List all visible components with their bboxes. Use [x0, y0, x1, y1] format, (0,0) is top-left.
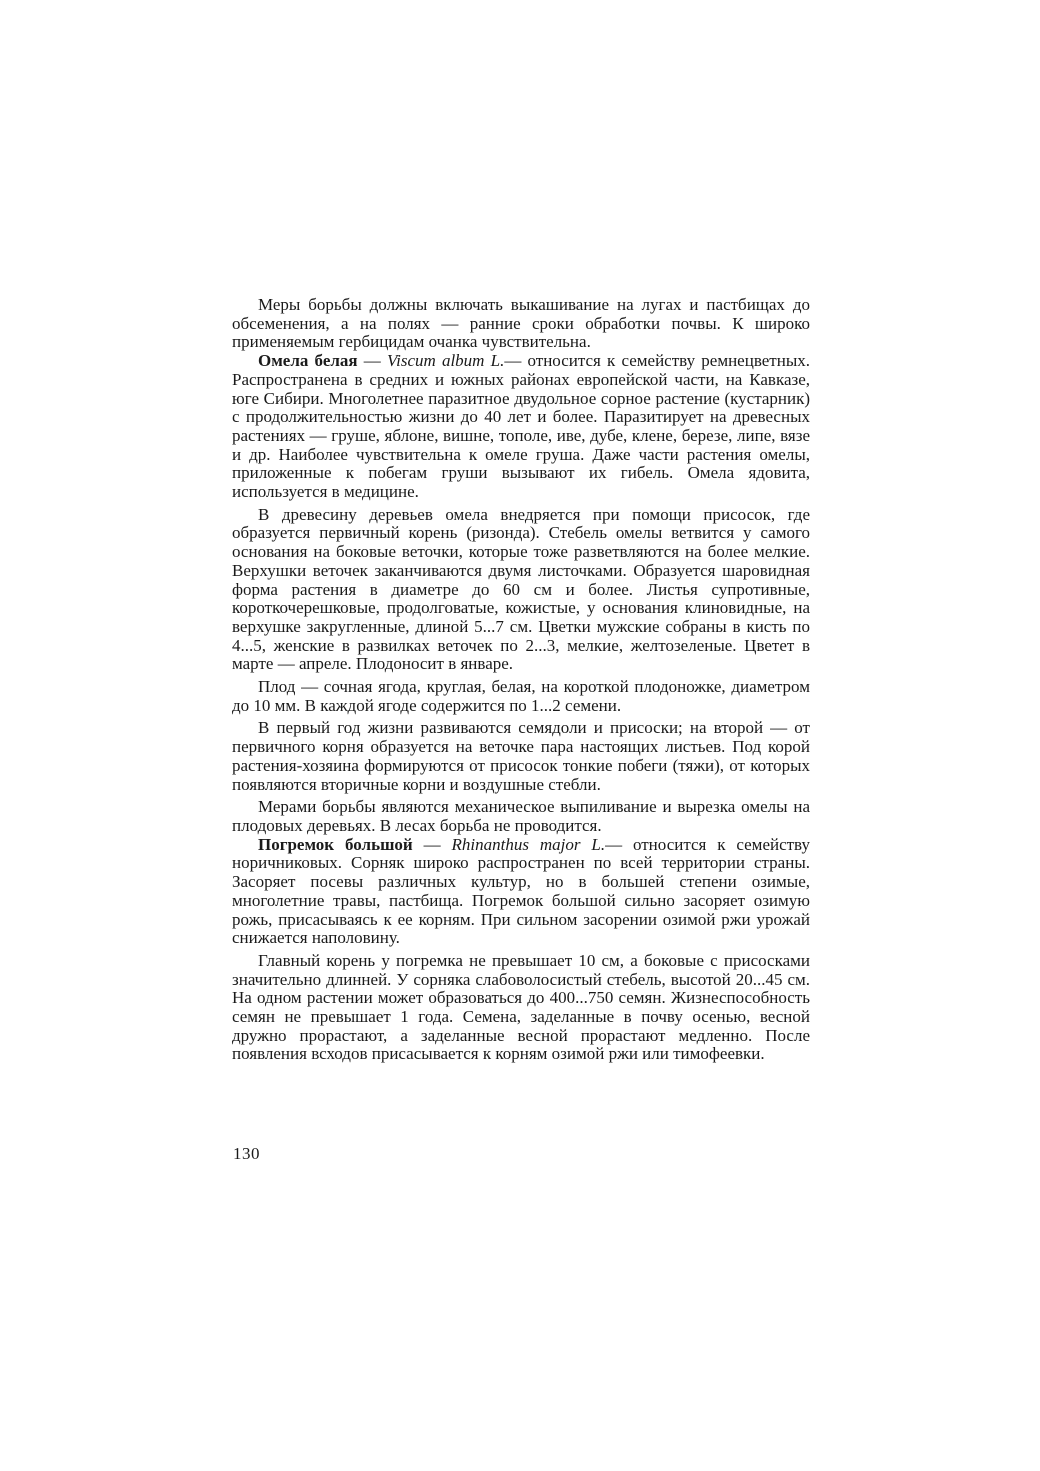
latin-name-rattle: Rhinanthus major L.: [451, 834, 606, 854]
latin-name-mistletoe: Viscum album L.: [386, 351, 505, 371]
dash: —: [357, 351, 387, 371]
paragraph-rattle-morphology: Главный корень у погремка не превышает 10 см, а боковые с присосками значительно длинней. У сорняка слабоволосистый стебель, высотой 20...45 см. На одном растении может образоваться до 400...750 семян. Жизнеспособность семян не превышает 1 года. Семена, заделанные в почву осенью, весной дружно прорастают, а заделанные весной прорастают медленно. После появления всходов присасывается к корням озимой ржи или тимофеевки.: [232, 950, 810, 1064]
paragraph-text: — относится к семейству норичниковых. Сорняк широко распространен по всей территории страны. Засоряет посевы различных культур, но в большей степени озимые, многолетние травы, пастбища. Погремок большой сильно засоряет озимую рожь, присасываясь к ее корням. При сильном засорении озимой ржи урожай снижается наполовину.: [232, 834, 811, 948]
paragraph-mistletoe-morphology: В древесину деревьев омела внедряется при помощи присосок, где образуется первичный корень (ризонда). Стебель омелы ветвится у самого основания на боковые веточки, которые тоже разветвляются на более мелкие. Верхушки веточек заканчиваются двумя листочками. Образуется шаровидная форма растения в диаметре до 60 см и более. Листья супротивные, короткочерешковые, продолговатые, кожистые, у основания клиновидные, на верхушке закругленные, длиной 5...7 см. Цветки мужские собраны в кисть по 4...5, женские в развилках веточек по 2...3, мелкие, желтозеленые. Цветет в марте — апреле. Плодоносит в январе.: [232, 504, 810, 674]
paragraph-rattle-intro: [232, 836, 810, 948]
species-name-rattle: Погремок большой: [258, 834, 413, 854]
paragraph-control-measures-eyebright: Меры борьбы должны включать выкашивание на лугах и пастбищах до обсеменения, а на полях — ранние сроки обработки почвы. К широко применяемым гербицидам очанка чувствительна.: [232, 295, 810, 352]
dash: —: [412, 834, 452, 854]
species-name-mistletoe: Омела белая: [258, 351, 358, 371]
paragraph-mistletoe-development: В первый год жизни развиваются семядоли и присоски; на второй — от первичного корня образуется на веточке пара настоящих листьев. Под корой растения-хозяина формируются от присосок тонкие побеги (тяжи), от которых появляются вторичные корни и воздушные стебли.: [232, 718, 810, 794]
paragraph-text: — относится к семейству ремнецветных. Распространена в средних и южных районах европейской части, на Кавказе, юге Сибири. Многолетнее паразитное двудольное сорное растение (кустарник) с продолжительностью жизни до 40 лет и более. Паразитирует на древесных растениях — груше, яблоне, вишне, тополе, иве, дубе, клене, березе, липе, вязе и др. Наиболее чувствительна к омеле груша. Даже части растения омелы, приложенные к побегам груши вызывают их гибель. Омела ядовита, используется в медицине.: [232, 351, 810, 502]
paragraph-mistletoe-fruit: Плод — сочная ягода, круглая, белая, на короткой плодоножке, диаметром до 10 мм. В каждой ягоде содержится по 1...2 семени.: [232, 677, 810, 715]
paragraph-mistletoe-intro: [232, 352, 810, 502]
page-number: 130: [233, 1144, 260, 1163]
page-body-text: [232, 296, 810, 1064]
paragraph-mistletoe-control: Мерами борьбы являются механическое выпиливание и вырезка омелы на плодовых деревьях. В лесах борьба не проводится.: [232, 797, 810, 835]
